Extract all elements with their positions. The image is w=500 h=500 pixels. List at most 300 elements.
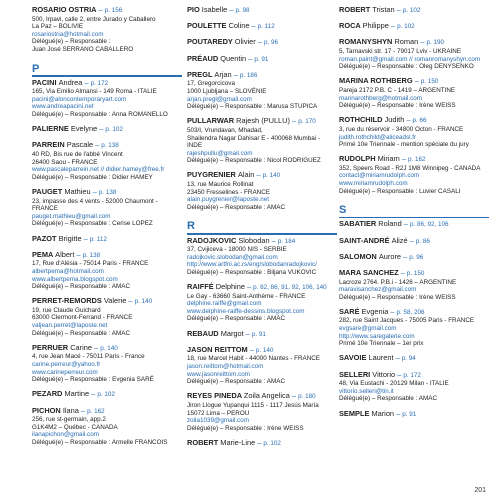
artist-first-name: Delphine [215, 282, 245, 292]
address-line: Délégué(e) – Responsable : AMAC [339, 395, 438, 403]
address-line: 63000 Clermont-Ferrand - FRANCE [32, 314, 133, 322]
page-reference: p. 156 [104, 7, 123, 14]
page-reference: p. 172 [90, 79, 109, 87]
separator: – [418, 37, 427, 47]
artist-first-name: Coline [228, 21, 250, 31]
artist-first-name: Quentin [220, 53, 247, 63]
separator: – [74, 249, 83, 259]
address-line: 40 RD, Bis rue de l'abbé Vincent [32, 151, 123, 158]
artist-first-name: Evgenia [361, 306, 389, 316]
page-reference: p. 150 [420, 78, 439, 86]
artist-name-line [339, 38, 487, 48]
artist-last-name: SAVOIE [339, 353, 367, 363]
section-letter [187, 220, 335, 234]
artist-name-line [187, 330, 335, 340]
separator: – [255, 437, 264, 447]
column-2 [187, 6, 335, 455]
address-line: Délégué(e) – Responsable : Armelle FRANCOIS [32, 438, 168, 446]
artist-entry [32, 297, 182, 337]
separator: – [82, 77, 91, 87]
artist-last-name: PAUGET [32, 186, 63, 196]
section-letter-text: S [339, 204, 347, 217]
address-line: Délégué(e) – Responsable : Didier HAMEY [32, 173, 153, 181]
column-1 [32, 6, 182, 453]
page-reference: p. 112 [257, 23, 275, 31]
artist-name-line [187, 237, 335, 247]
artist-name-line [339, 269, 487, 279]
artist-name-line [339, 253, 487, 263]
separator: – [394, 5, 403, 14]
artist-name-line [32, 188, 182, 198]
separator: – [96, 5, 105, 14]
address-line: Délégué(e) – Responsable : AMAC [187, 378, 286, 386]
artist-first-name: Pascale [66, 140, 94, 150]
contact-link[interactable]: rosariostria@hotmail.com [32, 30, 104, 38]
contact-link[interactable]: maravisanchez@gmail.com [339, 286, 417, 294]
address-line: 1000 Ljubljana – SLOVÉNIE [187, 87, 267, 95]
address-line: Délégué(e) – Responsable : Oleg DENYSENKO [339, 63, 474, 71]
address-line: Juan José SERRANO CABALLERO [32, 45, 134, 53]
artist-entry [187, 439, 335, 449]
contact-link[interactable]: roman.paint@gmail.com // romanromanyshyn.com [339, 55, 481, 63]
address-line: G1K4M2 – Québec - CANADA [32, 423, 118, 431]
page-reference: p. 102 [263, 439, 281, 447]
contact-link[interactable]: evgsare@gmail.com [339, 325, 397, 333]
address-line: 19, rue Claude Guichard [32, 306, 101, 314]
artist-first-name: Carine [70, 342, 92, 352]
address-line: 17, Rue d'Alésia - 75014 Paris - FRANCE [32, 260, 149, 268]
artist-name-line [187, 55, 335, 65]
separator: – [93, 140, 102, 150]
separator: – [126, 296, 135, 306]
address-line: Jiron Llogue Yupanqui 1115 - 1117 Jesús María [187, 402, 319, 409]
page-reference: p. 82, 86, 91, 92, 106, 140 [253, 284, 327, 292]
separator: – [289, 391, 299, 401]
separator: – [91, 342, 101, 352]
contact-link[interactable]: pacini@aloncontemporaryart.com [32, 95, 127, 103]
contact-link[interactable]: marinarothberg@hotmail.com [339, 94, 423, 102]
artist-name-line [339, 371, 487, 381]
artist-entry [339, 38, 487, 70]
artist-entry [339, 77, 487, 109]
page-reference: p. 150 [406, 269, 425, 277]
artist-name-line [32, 141, 182, 151]
contact-link[interactable]: http://www.saregalerie.com [339, 332, 415, 340]
artist-first-name: Roland [378, 219, 402, 229]
contact-link[interactable]: jason.reittom@hotmail.com [187, 363, 264, 371]
address-line: Délégué(e) – Responsable : AMAC [32, 329, 131, 337]
artist-first-name: Arjan [214, 69, 232, 79]
artist-name-line [339, 22, 487, 32]
artist-first-name: Laurent [368, 353, 394, 363]
contact-link[interactable]: alain.puygrenier@laposte.net [187, 196, 270, 204]
artist-entry [339, 269, 487, 301]
separator: – [231, 69, 240, 79]
contact-link[interactable]: zoila1039@gmail.com [187, 417, 250, 425]
contact-link[interactable]: www.albertpema.blogspot.com [32, 275, 118, 283]
artist-name-line [339, 116, 487, 126]
separator: – [244, 282, 254, 292]
address-line: Délégué(e) – Responsable : AMAC [187, 315, 286, 323]
artist-last-name: RUDOLPH [339, 154, 376, 164]
artist-first-name: Roman [394, 37, 419, 47]
page-reference: p. 94 [401, 355, 416, 363]
address-line: 13, rue Maurice Rollinat [187, 181, 254, 189]
artist-last-name: POULETTE [187, 21, 227, 31]
artist-name-line [187, 439, 335, 449]
separator: – [399, 154, 408, 164]
artist-first-name: Evelyne [70, 124, 98, 134]
artist-last-name: PERRET-REMORDS [32, 296, 102, 306]
separator: – [393, 353, 402, 363]
artist-last-name: PIO [187, 5, 200, 14]
artist-entry [32, 79, 182, 119]
artist-entry [339, 354, 487, 364]
address-line: 5, Tarnavski str. 17 - 79017 Lviv - UKRAINE [339, 47, 462, 55]
artist-last-name: JASON REITTOM [187, 344, 248, 354]
address-line: Shailendra Nagar Dahisar E - 400068 Mumbai - INDE [187, 134, 321, 150]
contact-link[interactable]: www.miriamrudolph.com [339, 180, 408, 188]
artist-name-line [339, 77, 487, 87]
page-reference: p. 190 [426, 39, 445, 47]
artist-last-name: PRÉAUD [187, 53, 219, 63]
page-reference: p. 96 [263, 39, 278, 47]
page-reference: p. 138 [101, 142, 119, 150]
artist-last-name: ROTHCHILD [339, 115, 383, 125]
artist-last-name: PEZARD [32, 389, 63, 399]
separator: – [249, 21, 258, 31]
artist-entry [32, 407, 182, 447]
separator: – [247, 344, 256, 354]
artist-last-name: PEMA [32, 249, 54, 259]
contact-link[interactable]: albertpema@hotmail.com [32, 267, 104, 275]
artist-first-name: Philippe [362, 21, 389, 31]
page-reference: p. 98 [235, 7, 250, 14]
artist-last-name: REYES PINEDA [187, 391, 242, 401]
artist-name-line [339, 155, 487, 165]
separator: – [407, 235, 416, 245]
separator: – [394, 408, 403, 418]
artist-last-name: RAIFFÉ [187, 282, 214, 292]
artist-name-line [339, 410, 487, 420]
artist-entry [339, 410, 487, 420]
artist-name-line [339, 308, 487, 318]
artist-first-name: Marie-Line [220, 437, 256, 447]
artist-entry [187, 22, 335, 32]
section-letter-text: R [187, 220, 195, 233]
separator: – [243, 328, 252, 338]
artist-name-line [32, 390, 182, 400]
address-line: 282, rue Saint Jacques - 75005 Paris - FRANCE [339, 317, 475, 325]
artist-first-name: Miriam [377, 154, 400, 164]
page-reference: p. 162 [408, 156, 426, 164]
separator: – [227, 5, 236, 14]
contact-link[interactable]: www.carineperreur.com [32, 368, 98, 376]
address-line: Délégué(e) – Responsable : Evgenia SARÉ [32, 376, 154, 384]
artist-name-line [32, 235, 182, 245]
artist-last-name: MARA SANCHEZ [339, 267, 399, 277]
address-line: Primé 10e Triennale - mention spéciale du jury [339, 141, 469, 149]
address-line: Délégué(e) – Responsable : Marusa STUPICA [187, 103, 318, 111]
page-reference: p. 172 [403, 371, 421, 379]
contact-link[interactable]: pauget.mathieu@gmail.com [32, 212, 111, 220]
separator: – [412, 76, 421, 86]
artist-last-name: PUYGRENIER [187, 170, 236, 180]
page-reference: p. 66 [412, 117, 427, 125]
page-reference: p. 102 [402, 7, 421, 14]
artist-first-name: Brigitte [58, 233, 82, 243]
artist-entry [32, 188, 182, 228]
artist-last-name: PREGL [187, 69, 213, 79]
artist-first-name: Isabelle [201, 5, 228, 14]
address-line: 503/I, Vrundavan, Mhadad, [187, 126, 263, 134]
separator: – [395, 369, 404, 379]
artist-first-name: Olivier [234, 37, 256, 47]
artist-entry [339, 22, 487, 32]
separator: – [254, 170, 263, 180]
artist-last-name: PULLARWAR [187, 116, 235, 126]
page-reference: p. 186 [239, 71, 258, 79]
artist-first-name: Zoila Angelica [243, 391, 290, 401]
separator: – [246, 53, 255, 63]
contact-link[interactable]: radojkovic.slobodan@gmail.com [187, 253, 278, 261]
artist-name-line [32, 297, 182, 307]
artist-entry [339, 6, 487, 16]
artist-name-line [339, 220, 487, 230]
page-reference: p. 91 [402, 410, 417, 418]
artist-first-name: Aurore [378, 251, 402, 261]
address-line: 352, Speers Road - R2J 1M8 Winnipeg - CANADA [339, 164, 481, 172]
page-reference: p. 162 [87, 407, 105, 415]
artist-name-line [32, 79, 182, 89]
page-reference: p. 86, 92, 106 [409, 221, 449, 229]
artist-first-name: Vittorio [372, 369, 396, 379]
section-divider [187, 233, 337, 235]
artist-entry [32, 141, 182, 181]
artist-last-name: SARÉ [339, 306, 360, 316]
address-line: 165, Via Emilio Almansi - 149 Roma - ITALIE [32, 88, 157, 96]
artist-last-name: PARREIN [32, 140, 65, 150]
artist-name-line [187, 283, 335, 293]
artist-first-name: Judith [384, 115, 405, 125]
artist-last-name: SELLERI [339, 369, 371, 379]
artist-entry [187, 117, 335, 165]
separator: – [289, 116, 299, 126]
artist-last-name: SEMPLE [339, 408, 370, 418]
artist-first-name: Albert [55, 249, 75, 259]
artist-first-name: Mathieu [64, 186, 91, 196]
section-letter [32, 62, 182, 77]
artist-name-line [339, 237, 487, 247]
address-line: 23450 Fresselines - FRANCE [187, 188, 270, 196]
address-line: Primé 10e Triennale – 1er prix [339, 340, 424, 348]
artist-last-name: SAINT-ANDRÉ [339, 235, 390, 245]
page-reference: p. 180 [298, 393, 316, 401]
contact-link[interactable]: www.andreapacini.net [32, 103, 94, 111]
address-line: 48, Via Eustachi - 20129 Milan - ITALIE [339, 380, 449, 388]
separator: – [89, 389, 98, 399]
page-reference: p. 102 [397, 23, 415, 31]
address-line: 4, rue Jean Macé - 75011 Paris - France [32, 353, 145, 361]
artist-name-line [32, 6, 182, 16]
artist-name-line [187, 6, 335, 16]
address-line: La Paz – BOLIVIE [32, 23, 84, 31]
page-reference: p. 140 [134, 298, 153, 306]
page-reference: p. 138 [82, 251, 101, 259]
address-line: 23, impasse des 4 vents - 52000 Chaumont - FRANCE [32, 197, 158, 213]
artist-entry [32, 390, 182, 400]
contact-link[interactable]: www.delphine-raiffe-dessins.blogspot.com [187, 307, 305, 315]
address-line: Délégué(e) – Responsable : AMAC [187, 203, 286, 211]
artist-last-name: ROBERT [339, 5, 371, 14]
separator: – [269, 235, 278, 245]
section-divider [32, 75, 182, 77]
address-line: Délégué(e) – Responsable : Irène WEISS [339, 102, 456, 110]
artist-name-line [187, 346, 335, 356]
artist-entry [187, 283, 335, 323]
artist-name-line [32, 407, 182, 417]
artist-entry [339, 308, 487, 348]
separator: – [398, 267, 407, 277]
artist-name-line [187, 392, 335, 402]
artist-name-line [32, 251, 182, 261]
address-line: Délégué(e) – Responsable : Biljana VUKOVIC [187, 268, 317, 276]
separator: – [401, 219, 410, 229]
artist-last-name: REBAUD [187, 328, 219, 338]
artist-first-name: Slobodan [238, 235, 270, 245]
artist-first-name: Tristan [372, 5, 395, 14]
address-line: Lacroze 2764. P.B.i - 1426 – ARGENTINE [339, 278, 457, 286]
artist-entry [187, 237, 335, 277]
artist-entry [32, 251, 182, 291]
address-line: Délégué(e) – Responsable : AMAC [32, 283, 131, 291]
address-line: 26400 Saou - FRANCE [32, 158, 98, 166]
artist-last-name: PERRUER [32, 342, 69, 352]
artist-last-name: POUTAREDY [187, 37, 233, 47]
section-divider [339, 217, 489, 219]
address-line: Délégué(e) – Responsable : Luvier CASALI [339, 187, 461, 195]
contact-link[interactable]: http://www.artfni.ac.rs/eng/slobodanradojkovic/ [187, 261, 317, 269]
artist-entry [187, 55, 335, 65]
artist-last-name: PALIERNE [32, 124, 69, 134]
artist-name-line [339, 6, 487, 16]
contact-link[interactable]: vittorio.selleri@tin.it [339, 387, 394, 395]
page-reference: p. 102 [105, 126, 123, 134]
artist-first-name: Ilana [62, 405, 79, 415]
page-reference: p. 184 [277, 237, 296, 245]
artist-name-line [187, 117, 335, 127]
separator: – [78, 405, 88, 415]
address-line: Délégué(e) – Responsable : Cerise LOPEZ [32, 220, 153, 228]
contact-link[interactable]: rajeshpullu@gmail.com [187, 149, 253, 157]
address-line: Délégué(e) – Responsable : Irène WEISS [339, 293, 456, 301]
artist-last-name: SABATIER [339, 219, 377, 229]
page-reference: p. 112 [89, 235, 107, 243]
artist-first-name: Alizé [391, 235, 408, 245]
artist-name-line [187, 22, 335, 32]
artist-entry [187, 392, 335, 432]
artist-entry [32, 235, 182, 245]
artist-last-name: PICHON [32, 405, 61, 415]
artist-first-name: Martine [64, 389, 90, 399]
address-line: 37, Cvijiceva - 18000 NIS - SERBIE [187, 246, 287, 254]
address-line: 15072 Lima – PEROU [187, 409, 250, 417]
separator: – [401, 251, 410, 261]
artist-entry [339, 116, 487, 148]
contact-link[interactable]: arjan.pregl@gmail.com [187, 95, 252, 103]
contact-link[interactable]: www.jasonreittom.com [187, 370, 250, 378]
address-line: Délégué(e) – Responsable : Nicol RODRIGUEZ [187, 157, 321, 165]
artist-entry [32, 344, 182, 384]
address-line: Délégué(e) – Responsable : [32, 38, 111, 46]
separator: – [388, 306, 397, 316]
separator: – [404, 115, 413, 125]
artist-name-line [339, 354, 487, 364]
page-reference: p. 58, 206 [396, 308, 425, 316]
artist-entry [187, 71, 335, 111]
page-reference: p. 86 [415, 237, 430, 245]
artist-entry [339, 220, 487, 230]
artist-entry [32, 125, 182, 135]
separator: – [97, 124, 106, 134]
address-line: Délégué(e) – Responsable : Irène WEISS [187, 424, 304, 432]
artist-last-name: ROBERT [187, 437, 219, 447]
page-reference: p. 91 [254, 55, 269, 63]
artist-entry [187, 346, 335, 386]
artist-entry [187, 171, 335, 211]
artist-last-name: PACINI [32, 77, 57, 87]
page-reference: p. 102 [97, 391, 115, 399]
contact-link[interactable]: delphine.raiffe@gmail.com [187, 300, 262, 308]
artist-last-name: ROMANYSHYN [339, 37, 393, 47]
contact-link[interactable]: ilanapichon@gmail.com [32, 431, 99, 439]
artist-first-name: Andrea [58, 77, 83, 87]
artist-first-name: Margot [220, 328, 244, 338]
separator: – [90, 186, 99, 196]
separator: – [388, 21, 398, 31]
address-line: Délégué(e) – Responsable : Anna ROMANELLO [32, 111, 168, 119]
contact-link[interactable]: judith.rothchild@aliceadsl.fr [339, 133, 417, 141]
artist-first-name: Marion [371, 408, 395, 418]
separator: – [255, 37, 264, 47]
page-reference: p. 140 [100, 344, 118, 352]
contact-link[interactable]: contact@miriamrudolph.com [339, 172, 420, 180]
contact-link[interactable]: www.pascaleparrein.net // didier.hamey@free.fr [32, 166, 165, 174]
artist-first-name: Rajesh (PULLU) [236, 116, 290, 126]
artist-entry [187, 38, 335, 48]
address-line: 18, rue Marcel Habit - 44000 Nantes - FRANCE [187, 355, 320, 363]
artist-last-name: PAZOT [32, 233, 57, 243]
contact-link[interactable]: valjean.perret@laposte.net [32, 322, 108, 330]
page-reference: p. 96 [409, 253, 424, 261]
contact-link[interactable]: carine.perreur@yahoo.fr [32, 361, 101, 369]
artist-entry [339, 237, 487, 247]
column-3 [339, 6, 487, 426]
page-reference: p. 170 [298, 118, 316, 126]
artist-entry [339, 371, 487, 403]
separator: – [81, 233, 90, 243]
address-line: 256, rue st-germain, app.2 [32, 416, 106, 424]
section-letter-text: P [32, 62, 40, 75]
address-line: Le Gay - 63660 Saint-Anthème - FRANCE [187, 292, 306, 300]
artist-name-line [32, 125, 182, 135]
artist-last-name: ROSARIO OSTRIA [32, 5, 97, 14]
page-reference: p. 140 [255, 346, 274, 354]
artist-name-line [32, 344, 182, 354]
page-reference: p. 140 [262, 172, 281, 180]
artist-first-name: Valerie [103, 296, 127, 306]
artist-last-name: ROCA [339, 21, 361, 31]
